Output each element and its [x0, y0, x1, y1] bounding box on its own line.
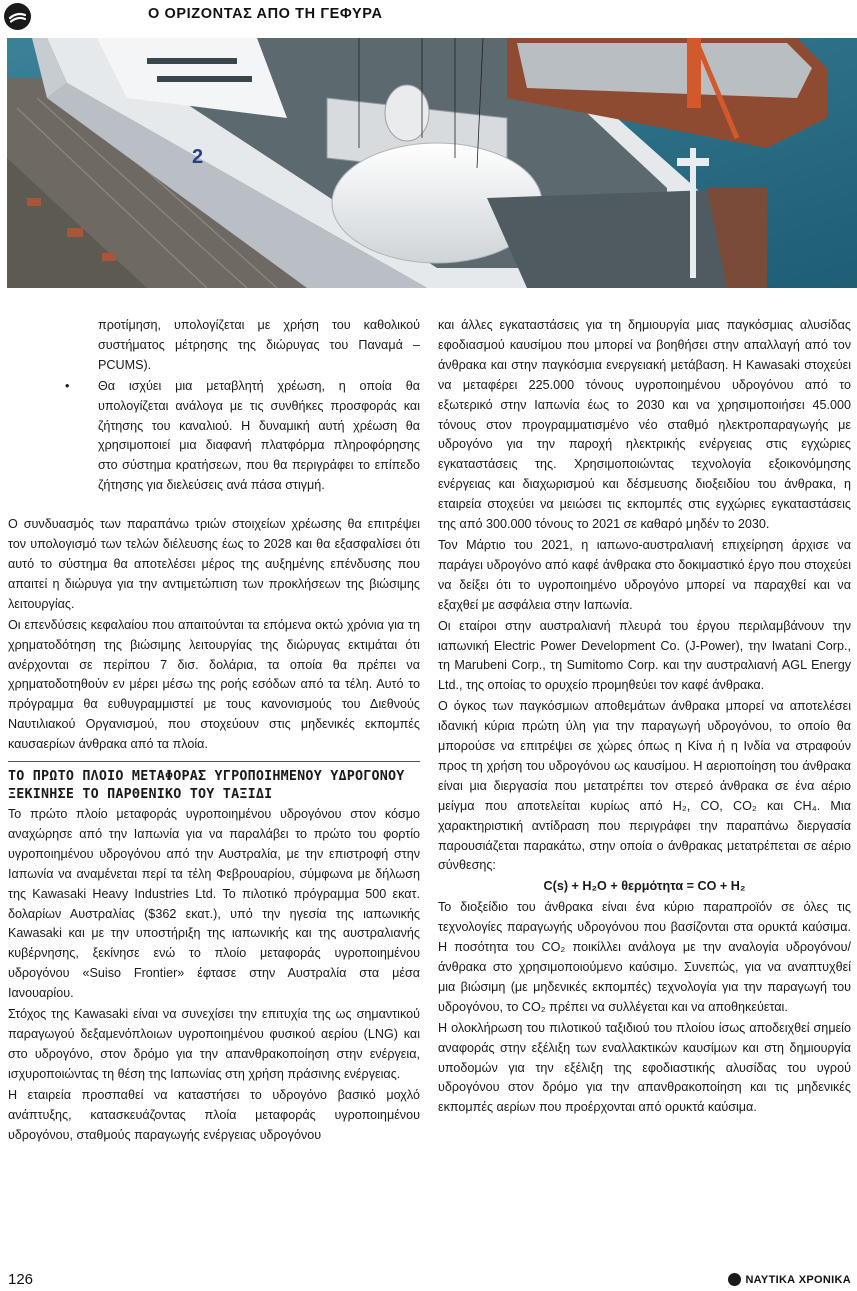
body-paragraph: Η εταιρεία προσπαθεί να καταστήσει το υδρογόνο βασικό μοχλό ανάπτυξης, κατασκευάζοντας πλοία μεταφοράς υγροποιημένου υδρογόνου, σταθμούς παραγωγής ενέργειας υδρογόνου — [8, 1087, 420, 1142]
body-paragraph: Το διοξείδιο του άνθρακα είναι ένα κύριο παραπροϊόν σε όλες τις τεχνολογίες παραγωγής υδρογόνου που βασίζονται στα ορυκτά καύσιμα. Η ποσότητα του CO₂ ποικίλλει ανάλογα με την αναλογία υδρογόνου/άνθρακα στο χρησιμοποιούμενο καύσιμο. Συνεπώς, για να αναπτυχθεί μια βιώσιμη (με μηδενικές εκπομπές) τεχνολογία για την παραγωγή του υδρογόνου, το CO₂ πρέπει να συλλέγεται και να αποθηκεύεται. — [438, 900, 851, 1014]
right-column — [438, 316, 851, 1119]
body-paragraph: Ο όγκος των παγκόσμιων αποθεμάτων άνθρακα μπορεί να αποτελέσει ιδανική κύρια πρώτη ύλη για την παραγωγή υδρογόνου, το οποίο θα μπορούσε να επιτρέψει σε χώρες όπως η Κίνα ή η Ινδία να στραφούν προς τη χρήση του υδρογόνου ως καυσίμου. Η αεριοποίηση του άνθρακα είναι μια διεργασία που μετατρέπει τον στερεό άνθρακα σε ένα αέριο μείγμα που αποτελείται κυρίως από H₂, CO, CO₂ και CH₄. Μια χαρακτηριστική αντίδραση που περιγράφει την παραπάνω διεργασία παρουσιάζεται παρακάτω, στην οποία ο άνθρακας μετατρέπεται σε αέριο σύνθεσης: — [438, 699, 851, 873]
page-header — [0, 0, 857, 36]
body-paragraph: Οι εταίροι στην αυστραλιανή πλευρά του έργου περιλαμβάνουν την ιαπωνική Electric Power Development Co. (J-Power), την Iwatani Corp., τη Marubeni Corp., τη Sumitomo Corp. και την αυστραλιανή AGL Energy Ltd., της οποίας το ορυχείο προμηθεύει τον καφέ άνθρακα. — [438, 618, 851, 693]
bullet-continuation: προτίμηση, υπολογίζεται με χρήση του καθολικού συστήματος μέτρησης της διώρυγας του Παναμά – PCUMS). — [98, 318, 420, 372]
chemical-equation: C(s) + H₂O + θερμότητα = CO + H₂ — [543, 879, 746, 894]
body-paragraph: και άλλες εγκαταστάσεις για τη δημιουργία μιας παγκόσμιας αλυσίδας εφοδιασμού καυσίμου που μπορεί να βοηθήσει στην απαλλαγή από τον άνθρακα και στην παγκόσμια ενεργειακή μετάβαση. Η Kawasaki στοχεύει να μεταφέρει 225.000 τόνους υγροποιημένου υδρογόνου από το εξωτερικό στην Ιαπωνία έως το 2030 και να χρησιμοποιήσει 45.000 τόνους στον προγραμματισμένο νέο σταθμό ηλεκτροπαραγωγής με υδρογόνο για την παροχή ηλεκτρικής ενέργειας στις εγχώριες εγκαταστάσεις της. Χρησιμοποιώντας τεχνολογία εξοικονόμησης ενέργειας και διαχωρισμού και δέσμευσης διοξειδίου του άνθρακα, η εταιρεία στοχεύει να μειώσει τις εκπομπές στις εγχώριες εγκαταστάσεις της από 300.000 τόνους το 2021 σε καθαρό μηδέν το 2030. — [438, 318, 851, 532]
body-paragraph: Οι επενδύσεις κεφαλαίου που απαιτούνται τα επόμενα οκτώ χρόνια για τη χρηματοδότηση της βιώσιμης λειτουργίας της διώρυγας εκτιμάται ότι ανέρχονται σε περίπου 7 δισ. δολάρια, τα οποία θα πρέπει να χρηματοδοτηθούν εν μέρει μέσω της ροής εσόδων από τα τέλη. Αυτό το πρόγραμμα θα ευθυγραμμιστεί με τους κανονισμούς του Διεθνούς Ναυτιλιακού Οργανισμού, που στοχεύουν στις μηδενικές εκπομπές καυσαερίων άνθρακα από τα πλοία. — [8, 617, 420, 752]
bullet-list — [65, 316, 420, 496]
body-paragraph: Στόχος της Kawasaki είναι να συνεχίσει την επιτυχία της ως σημαντικού παραγωγού δεξαμενόπλοιων υγροποιημένου φυσικού αερίου (LNG) και στο υδρογόνο, στον δρόμο για την απανθρακοποίηση στην ενέργεια, ισχυροποιώντας τη θέση της Ιαπωνίας στη χρήση πράσινης ενέργειας. — [8, 1007, 420, 1081]
left-column — [8, 316, 420, 1146]
magazine-logo-icon — [4, 3, 31, 30]
page-number: 126 — [8, 1271, 34, 1288]
page-footer — [0, 1268, 857, 1291]
body-paragraph: Η ολοκλήρωση του πιλοτικού ταξιδιού του πλοίου ίσως αποδειχθεί σημείο αναφοράς στην εξέλιξη των εναλλακτικών καυσίμων και στη δημιουργία υποδομών για την εξέλιξη της εφοδιαστικής αλυσίδας του υγρού υδρογόνου στον δρόμο για την απανθρακοποίηση και τις μηδενικές εκπομπές αερίων που προέρχονται από ορυκτά καύσιμα. — [438, 1020, 851, 1115]
hydrogen-carrier-ship-illustration — [7, 38, 857, 288]
body-paragraph: Ο συνδυασμός των παραπάνω τριών στοιχείων χρέωσης θα επιτρέψει τον υπολογισμό των τελών διέλευσης έως το 2028 και θα εξασφαλίσει ότι αυτό το σύστημα θα αποτελέσει μέρος της αυξημένης επένδυσης που απαιτεί η διώρυγα για την αντιμετώπιση των προκλήσεων της βιώσιμης λειτουργίας. — [8, 517, 420, 611]
publication-logo — [728, 1273, 851, 1286]
body-paragraph: Τον Μάρτιο του 2021, η ιαπωνο-αυστραλιανή επιχείρηση άρχισε να παράγει υδρογόνο από καφέ άνθρακα στο δοκιμαστικό έργο που στοχεύει να δείξει ότι το υγροποιημένο υδρογόνο μπορεί να παραχθεί και να εξαχθεί με ασφάλεια στην Ιαπωνία. — [438, 537, 851, 612]
section-title: Ο ΟΡΙΖΟΝΤΑΣ ΑΠΟ ΤΗ ΓΕΦΥΡΑ — [148, 6, 383, 22]
bullet-icon: • — [65, 378, 70, 393]
ship-photo — [7, 38, 857, 288]
publication-logo-icon — [728, 1273, 741, 1286]
section-divider — [8, 761, 420, 762]
svg-text:2: 2 — [192, 146, 204, 168]
bullet-text: Θα ισχύει μια μεταβλητή χρέωση, η οποία θα υπολογίζεται ανάλογα με τις συνθήκες προσφοράς και ζήτησης του καναλιού. Η δυναμική αυτή χρέωση θα χρησιμοποιεί μια διαφανή πλατφόρμα πληροφόρησης στο σύστημα κρατήσεων, που θα περιγράφει το επίπεδο ζήτησης για διελεύσεις ανά πάσα στιγμή. — [98, 378, 420, 493]
body-paragraph: Το πρώτο πλοίο μεταφοράς υγροποιημένου υδρογόνου στον κόσμο αναχώρησε από την Ιαπωνία για να παραλάβει το πρώτο του φορτίο υγροποιημένου υδρογόνου από την Αυστραλία, με την επιστροφή στην Ιαπωνία να αναμένεται περί τα τέλη Φεβρουαρίου, σύμφωνα με δήλωση της Kawasaki Heavy Industries Ltd. Το πιλοτικό πρόγραμμα 500 εκατ. δολαρίων Αυστραλίας ($362 εκατ.), υπό την ηγεσία της ιαπωνικής Kawasaki και με την υποστήριξη της ιαπωνικής και της αυστραλιανής κυβέρνησης, ξεκίνησε ενώ το πλοίο μεταφοράς υγροποιημένου υδρογόνου «Suiso Frontier» έφτασε στην Αυστραλία στα μέσα Ιανουαρίου. — [8, 807, 420, 1001]
bullet-item — [65, 377, 420, 496]
publication-name: ΝΑΥΤΙΚΑ ΧΡΟΝΙΚΑ — [745, 1273, 851, 1286]
article-subheading: ΤΟ ΠΡΩΤΟ ΠΛΟΙΟ ΜΕΤΑΦΟΡΑΣ ΥΓΡΟΠΟΙΗΜΕΝΟΥ ΥΔΡΟΓΟΝΟΥ ΞΕΚΙΝΗΣΕ ΤΟ ΠΑΡΘΕΝΙΚΟ ΤΟΥ ΤΑΞΙΔΙ — [8, 769, 405, 803]
